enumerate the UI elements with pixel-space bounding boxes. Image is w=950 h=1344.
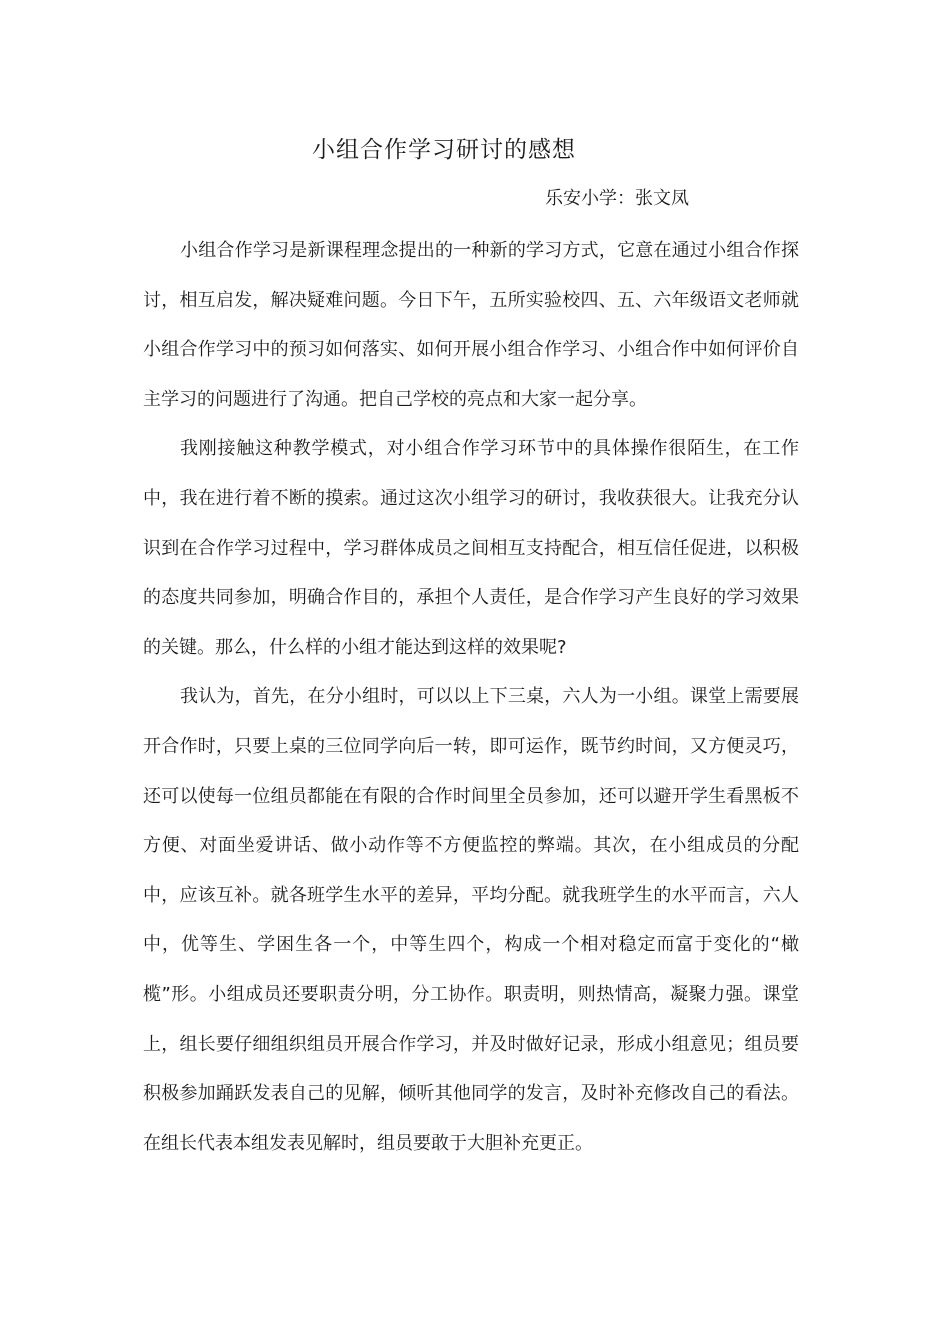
paragraph-2: 我刚接触这种教学模式，对小组合作学习环节中的具体操作很陌生，在工作中，我在进行着不断的摸索。通过这次小组学习的研讨，我收获很大。让我充分认识到在合作学习过程中，学习群体成员之间相互支持配合，相互信任促进，以积极的态度共同参加，明确合作目的，承担个人责任，是合作学习产生良好的学习效果的关键。那么，什么样的小组才能达到这样的效果呢? <box>143 438 799 658</box>
paragraph-3: 我认为，首先，在分小组时，可以以上下三桌，六人为一小组。课堂上需要展开合作时，只要上桌的三位同学向后一转，即可运作，既节约时间，又方便灵巧，还可以使每一位组员都能在有限的合作时间里全员参加，还可以避开学生看黑板不方便、对面坐爱讲话、做小动作等不方便监控的弊端。其次，在小组成员的分配中，应该互补。就各班学生水平的差异，平均分配。就我班学生的水平而言，六人中，优等生、学困生各一个，中等生四个，构成一个相对稳定而富于变化的“橄榄”形。小组成员还要职责分明，分工协作。职责明，则热情高，凝聚力强。课堂上，组长要仔细组织组员开展合作学习，并及时做好记录，形成小组意见；组员要积极参加踊跃发表自己的见解，倾听其他同学的发言，及时补充修改自己的看法。在组长代表本组发表见解时，组员要敢于大胆补充更正。 <box>143 686 799 1154</box>
document-body <box>143 226 799 1168</box>
paragraph-1: 小组合作学习是新课程理念提出的一种新的学习方式，它意在通过小组合作探讨，相互启发，解决疑难问题。今日下午，五所实验校四、五、六年级语文老师就小组合作学习中的预习如何落实、如何开展小组合作学习、小组合作中如何评价自主学习的问题进行了沟通。把自己学校的亮点和大家一起分享。 <box>143 240 799 410</box>
document-title: 小组合作学习研讨的感想 <box>312 137 576 163</box>
author-line: 乐安小学：张文凤 <box>545 188 689 209</box>
